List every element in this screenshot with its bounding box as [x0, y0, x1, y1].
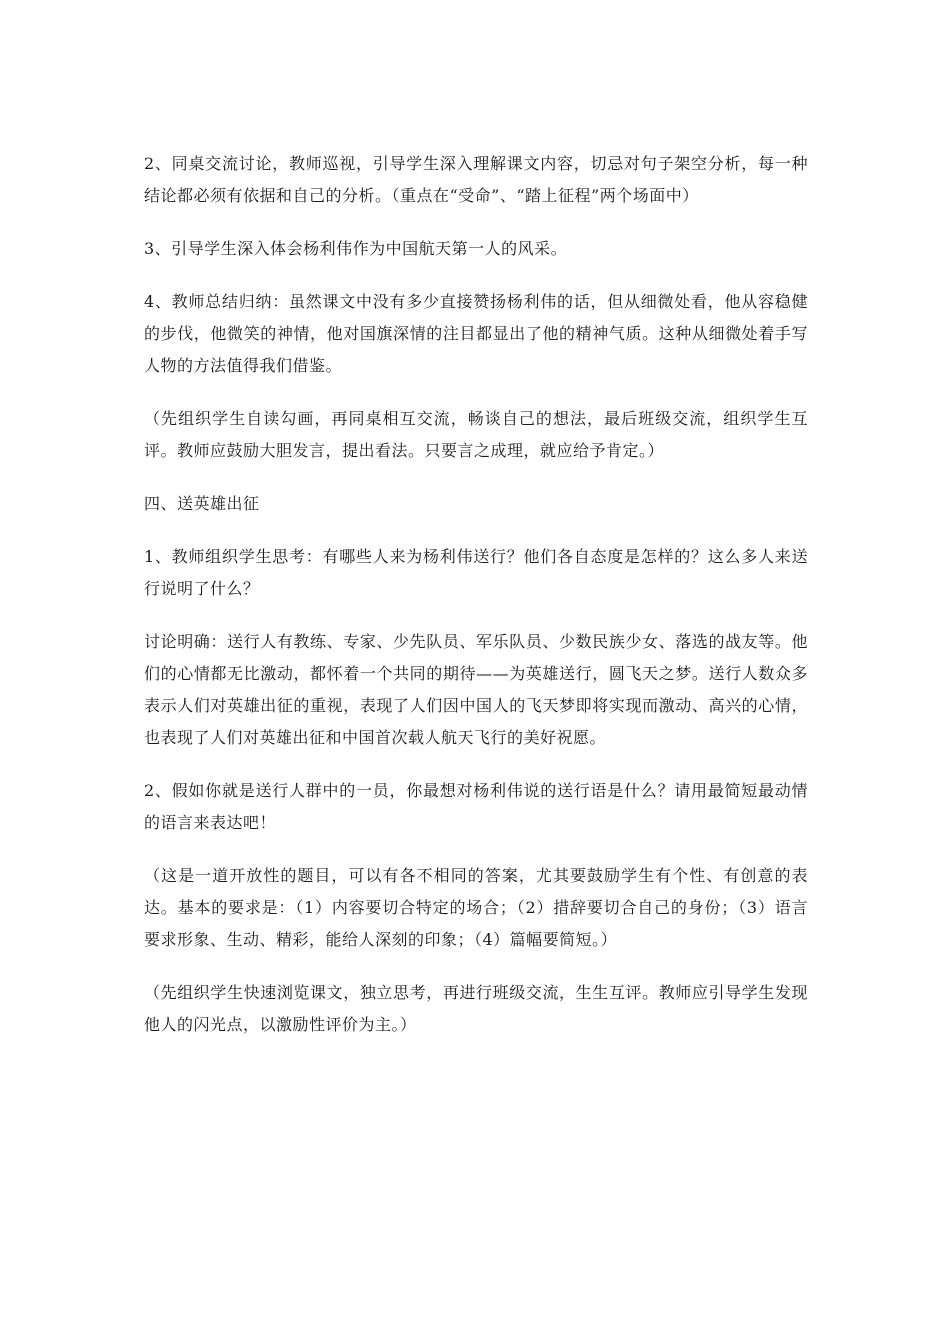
- paragraph-teacher-summary: 4、教师总结归纳：虽然课文中没有多少直接赞扬杨利伟的话，但从细微处看，他从容稳健的步伐，他微笑的神情，他对国旗深情的注目都显出了他的精神气质。这种从细微处着手写人物的方法值得我们借鉴。: [144, 292, 808, 375]
- paragraph-method-note-2: （先组织学生快速浏览课文，独立思考，再进行班级交流，生生互评。教师应引导学生发现他人的闪光点，以激励性评价为主。）: [144, 983, 808, 1034]
- paragraph-discussion: 2、同桌交流讨论，教师巡视，引导学生深入理解课文内容，切忌对句子架空分析，每一种结论都必须有依据和自己的分析。（重点在“受命”、“踏上征程”两个场面中）: [144, 154, 808, 205]
- paragraph-appreciate-yang: 3、引导学生深入体会杨利伟作为中国航天第一人的风采。: [144, 239, 568, 258]
- paragraph-method-note-1: （先组织学生自读勾画，再同桌相互交流，畅谈自己的想法，最后班级交流，组织学生互评。教师应鼓励大胆发言，提出看法。只要言之成理，就应给予肯定。）: [144, 409, 808, 460]
- section-heading-send-off: 四、送英雄出征: [144, 494, 260, 513]
- paragraph-question-2: 2、假如你就是送行人群中的一员，你最想对杨利伟说的送行语是什么？请用最简短最动情的语言来表达吧！: [144, 781, 808, 832]
- document-page: [144, 148, 808, 1062]
- paragraph-question-1: 1、教师组织学生思考：有哪些人来为杨利伟送行？他们各自态度是怎样的？这么多人来送行说明了什么？: [144, 547, 808, 598]
- paragraph-discussion-answer: 讨论明确：送行人有教练、专家、少先队员、军乐队员、少数民族少女、落选的战友等。他们的心情都无比激动，都怀着一个共同的期待——为英雄送行，圆飞天之梦。送行人数众多表示人们对英雄出征的重视，表现了人们因中国人的飞天梦即将实现而激动、高兴的心情，也表现了人们对英雄出征和中国首次载人航天飞行的美好祝愿。: [144, 632, 808, 747]
- paragraph-open-question-note: （这是一道开放性的题目，可以有各不相同的答案，尤其要鼓励学生有个性、有创意的表达。基本的要求是：（1）内容要切合特定的场合；（2）措辞要切合自己的身份；（3）语言要求形象、生动、精彩，能给人深刻的印象；（4）篇幅要简短。）: [144, 866, 808, 949]
